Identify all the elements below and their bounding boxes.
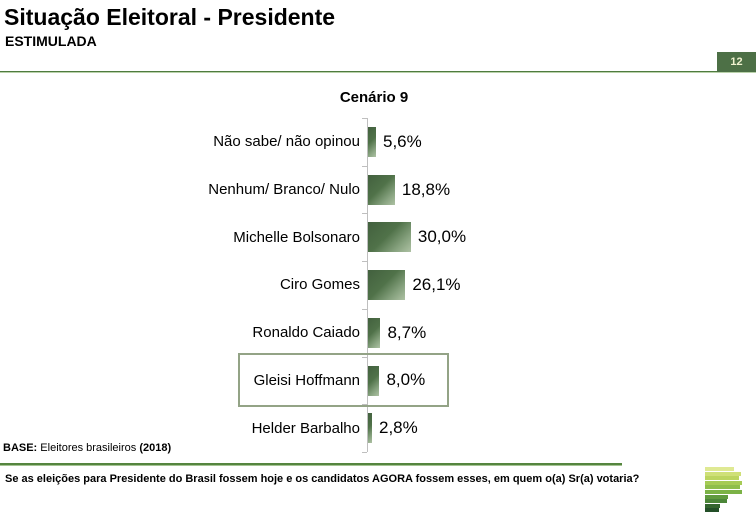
value-label: 8,0%: [386, 370, 426, 390]
bar: [368, 127, 376, 157]
header-divider: [0, 71, 756, 73]
chart-row: [0, 261, 756, 309]
category-label: Nenhum/ Branco/ Nulo: [208, 181, 360, 199]
category-label: Gleisi Hoffmann: [253, 371, 360, 389]
base-year: (2018): [139, 442, 172, 454]
company-logo-icon: [703, 467, 748, 513]
footer-divider: [0, 463, 622, 466]
value-label: 30,0%: [417, 227, 467, 247]
base-note: [3, 442, 171, 454]
bar: [368, 222, 411, 252]
chart-row: [0, 309, 756, 357]
base-text: Eleitores brasileiros: [40, 442, 137, 454]
chart-title: Cenário 9: [339, 89, 409, 106]
chart-row: [0, 166, 756, 214]
value-label: 2,8%: [379, 418, 418, 438]
value-label: 8,7%: [387, 322, 427, 342]
category-label: Ciro Gomes: [279, 276, 360, 294]
bar: [368, 175, 395, 205]
bar: [368, 270, 405, 300]
chart-row: [0, 213, 756, 261]
bar: [368, 318, 380, 348]
question-text: Se as eleições para Presidente do Brasil fossem hoje e os candidatos AGORA fossem esses, em quem o(a) Sr(a) votaria?: [5, 473, 640, 485]
bar: [368, 366, 379, 396]
bar: [368, 413, 372, 443]
value-label: 5,6%: [383, 131, 422, 151]
category-label: Helder Barbalho: [251, 419, 360, 437]
page-subtitle: ESTIMULADA: [5, 33, 97, 49]
chart-row: [0, 118, 756, 166]
category-label: Ronaldo Caiado: [252, 324, 360, 342]
category-label: Não sabe/ não opinou: [213, 133, 360, 151]
category-label: Michelle Bolsonaro: [233, 228, 360, 246]
value-label: 26,1%: [412, 274, 461, 294]
chart-row: [0, 357, 756, 405]
page-title: Situação Eleitoral - Presidente: [4, 4, 336, 30]
base-label: BASE:: [3, 442, 38, 454]
value-label: 18,8%: [401, 179, 451, 199]
page-number-badge: 12: [717, 52, 756, 72]
